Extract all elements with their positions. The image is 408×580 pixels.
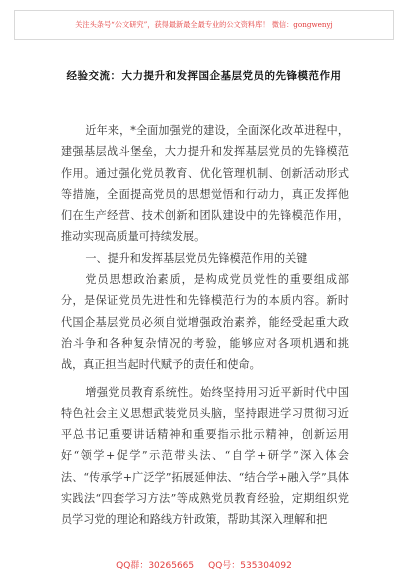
paragraph-education: 增强党员教育系统性。始终坚持用习近平新时代中国特色社会主义思想武装党员头脑，坚持跟进学习贯彻习近平总书记重要讲话精神和重要指示批示精神，创新运用好“领学+促学”示范带头法、“自学+研学”深入体会法、“传承学+广泛学”拓展延伸法、“结合学+融入学”具体实践法“四套学习方法”等成熟党员教育经验，定期组织党员学习党的理论和路线方针政策，帮助其深入理解和把 — [61, 385, 349, 527]
header-notice: 关注头条号“公文研究”，获得最新最全最专业的公文资料库！ 微信：gongwenyj — [14, 10, 394, 40]
footer-qq-number: QQ号：535304092 — [208, 561, 292, 571]
footer-qq-group: QQ群：30265665 — [116, 561, 195, 571]
section-heading: 一、提升和发挥基层党员先锋模范作用的关键 — [85, 251, 308, 265]
paragraph-intro: 近年来，*全面加强党的建设，全面深化改革进程中，建强基层战斗堡垒，大力提升和发挥基层党员的先锋模范作用。通过强化党员教育、优化管理机制、创新活动形式等措施，全面提高党员的思想觉悟和行动力，真正发挥他们在生产经营、技术创新和团队建设中的先锋模范作用，推动实现高质量可持续发展。 — [61, 124, 349, 244]
document-title: 经验交流：大力提升和发挥国企基层党员的先锋模范作用 — [66, 70, 342, 82]
footer-contact — [0, 558, 408, 571]
document-body — [61, 120, 349, 531]
paragraph-political-quality: 党员思想政治素质，是构成党员党性的重要组成部分，是保证党员先进性和先锋模范行为的本质内容。新时代国企基层党员必须自觉增强政治素养，能经受起重大政治斗争和各种复杂情况的考验，能够应对各项机遇和挑战，真正担当起时代赋予的责任和使命。 — [61, 273, 349, 372]
